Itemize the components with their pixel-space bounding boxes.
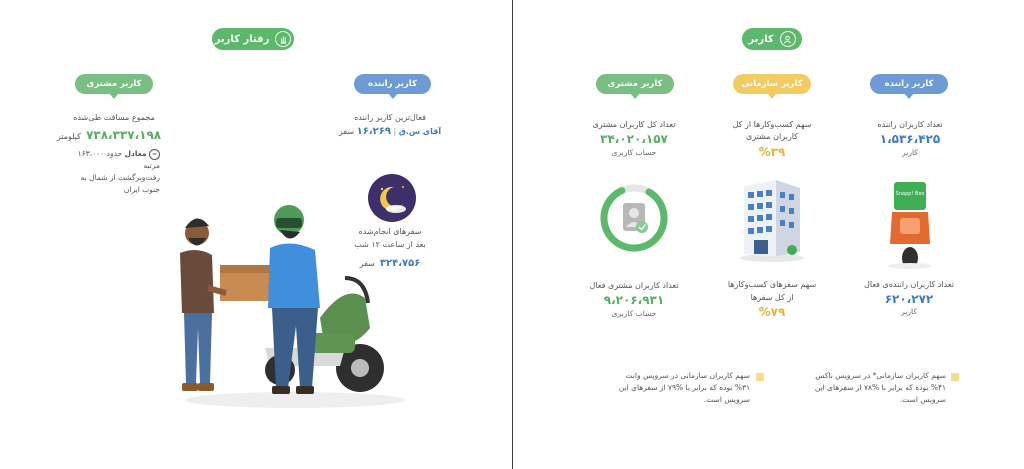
footnote-van-service <box>600 370 750 406</box>
night-trips-unit: سفر <box>359 259 375 268</box>
night-trips-label-2: بعد از ساعت ۱۲ شب <box>354 240 426 249</box>
tag-driver-user: کاربر راننده <box>354 74 431 94</box>
drivers-count-label: تعداد کاربران راننده <box>877 120 943 129</box>
section-title-text: رفتار کاربر <box>214 33 270 45</box>
tag-driver-user: کاربر راننده <box>870 74 948 94</box>
night-trips-label-1: سفرهای انجام‌شده <box>358 227 422 236</box>
top-driver-trips-unit: سفر <box>338 127 355 136</box>
note-bullet <box>951 373 959 381</box>
distance-unit: کیلومتر <box>56 132 81 141</box>
footnote-line: %۳۱ بوده که برابر با %۷۹ از سفرهای این <box>618 383 750 392</box>
customers-count-unit: حساب کاربری <box>611 148 657 157</box>
section-title-user-behavior <box>212 28 294 50</box>
equivalent-text-2: رفت‌وبرگشت از شمال به <box>80 173 160 182</box>
org-trips-label-1: سهم سفرهای کسب‌وکارها <box>727 280 817 289</box>
active-customers-ring-icon <box>599 183 669 253</box>
distance-label: مجموع مسافت طی‌شده <box>73 113 155 122</box>
org-share-value: %۳۹ <box>758 145 786 159</box>
top-driver-label: فعال‌ترین کاربر راننده <box>354 113 426 122</box>
delivery-illustration <box>170 198 420 410</box>
separator: | <box>390 127 397 136</box>
org-share-label-1: سهم کسب‌وکارها از کل <box>732 120 812 129</box>
box-brand-text: Snapp! Box <box>895 191 925 197</box>
active-drivers-value: ۶۲۰،۲۷۲ <box>884 292 934 306</box>
equivalent-row <box>60 148 160 196</box>
equivalent-text-3: جنوب ایران <box>123 185 160 194</box>
equivalent-text-1: حدود ۱۶۳،۰۰۰ مرتبه <box>77 149 160 170</box>
customers-count-label: تعداد کل کاربران مشتری <box>592 120 676 129</box>
top-driver-row <box>330 126 450 137</box>
distance-row <box>40 124 178 143</box>
top-driver-trips: ۱۶،۲۶۹ <box>356 126 391 137</box>
tag-customer-user: کاربر مشتری <box>596 74 674 94</box>
footnote-line: سرویس است. <box>703 395 750 404</box>
drivers-count-value: ۱،۵۳۶،۴۲۵ <box>879 132 941 146</box>
drivers-count-unit: کاربر <box>902 148 918 157</box>
active-customers-unit: حساب کاربری <box>611 309 657 318</box>
footnote-line: سهم کاربران سازمانی در سرویس وانت <box>625 371 750 380</box>
equivalent-icon: = <box>149 149 160 160</box>
org-trips-value: %۷۹ <box>758 305 786 319</box>
tag-organizational-user: کاربر سازمانی <box>733 74 811 94</box>
distance-value: ۷۳۸،۳۳۷،۱۹۸ <box>86 128 162 142</box>
panel-divider <box>512 0 513 469</box>
note-bullet <box>756 373 764 381</box>
hand-icon <box>275 31 291 47</box>
footnote-box-service <box>796 370 946 406</box>
org-share-label-2: کاربران مشتری <box>746 132 798 141</box>
footnote-line: سهم کاربران سازمانی* در سرویس باکس <box>815 371 946 380</box>
active-customers-value: ۹،۲۰۶،۹۳۱ <box>603 293 665 307</box>
equivalent-bold: معادل <box>124 149 147 158</box>
customers-count-value: ۳۴،۰۲۰،۱۵۷ <box>600 132 668 146</box>
section-title-text: کاربر <box>748 33 774 45</box>
footnote-line: سرویس است. <box>899 395 946 404</box>
section-title-user <box>742 28 802 50</box>
active-drivers-label: تعداد کاربران راننده‌ی فعال <box>864 280 954 289</box>
footnote-line: %۴۱ بوده که برابر با %۷۸ از سفرهای این <box>814 383 946 392</box>
night-trips-value: ۳۲۴،۷۵۶ <box>379 258 421 269</box>
top-driver-name: آقای س.ق <box>398 127 442 136</box>
org-trips-label-2: از کل سفرها <box>750 293 794 302</box>
active-customers-label: تعداد کاربران مشتری فعال <box>589 281 679 290</box>
active-drivers-unit: کاربر <box>901 307 917 316</box>
user-icon <box>780 31 796 47</box>
delivery-scooter-illustration <box>880 178 940 270</box>
tag-customer-user: کاربر مشتری <box>75 74 153 94</box>
office-building-illustration <box>736 176 808 264</box>
